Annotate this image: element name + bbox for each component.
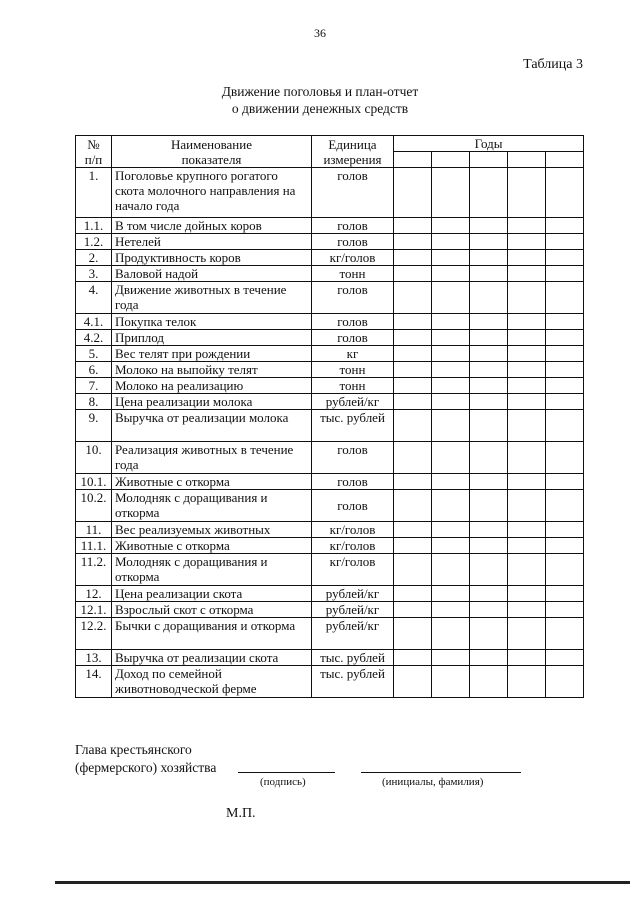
row-indicator-name: Молодняк с доращивания и откорма <box>112 554 312 586</box>
row-indicator-name: Валовой надой <box>112 266 312 282</box>
table-row <box>76 618 584 650</box>
row-year-value[interactable] <box>394 394 432 410</box>
row-year-value[interactable] <box>394 586 432 602</box>
row-year-value[interactable] <box>432 474 470 490</box>
row-year-value[interactable] <box>508 410 546 442</box>
row-year-value[interactable] <box>470 378 508 394</box>
row-indicator-name: Животные с откорма <box>112 538 312 554</box>
row-unit: голов <box>312 314 394 330</box>
row-unit: тыс. рублей <box>312 666 394 698</box>
row-year-value[interactable] <box>546 266 584 282</box>
row-year-value[interactable] <box>394 218 432 234</box>
row-number: 8. <box>76 394 112 410</box>
stamp-place: М.П. <box>226 806 256 821</box>
title-line-2: о движении денежных средств <box>231 101 409 116</box>
table-row <box>76 554 584 586</box>
row-year-value[interactable] <box>508 602 546 618</box>
row-year-value[interactable] <box>470 586 508 602</box>
row-year-value[interactable] <box>394 538 432 554</box>
row-year-value[interactable] <box>432 218 470 234</box>
table-row <box>76 490 584 522</box>
row-year-value[interactable] <box>470 618 508 650</box>
row-unit: голов <box>312 168 394 218</box>
header-unit <box>312 136 394 168</box>
row-number: 11. <box>76 522 112 538</box>
row-year-value[interactable] <box>508 554 546 586</box>
row-number: 4.1. <box>76 314 112 330</box>
row-year-value[interactable] <box>432 168 470 218</box>
header-years: Годы <box>394 136 584 152</box>
row-unit: тонн <box>312 266 394 282</box>
year-col-4 <box>508 152 546 168</box>
row-year-value[interactable] <box>508 490 546 522</box>
row-year-value[interactable] <box>546 394 584 410</box>
row-number: 11.1. <box>76 538 112 554</box>
row-number: 9. <box>76 410 112 442</box>
row-year-value[interactable] <box>546 330 584 346</box>
row-number: 4. <box>76 282 112 314</box>
row-year-value[interactable] <box>508 378 546 394</box>
table-row <box>76 266 584 282</box>
row-year-value[interactable] <box>470 410 508 442</box>
row-year-value[interactable] <box>508 168 546 218</box>
header-num <box>76 136 112 168</box>
row-year-value[interactable] <box>508 666 546 698</box>
table-row <box>76 650 584 666</box>
row-year-value[interactable] <box>508 522 546 538</box>
row-indicator-name: Вес реализуемых животных <box>112 522 312 538</box>
row-year-value[interactable] <box>432 618 470 650</box>
header-unit-line1: Единица <box>328 136 377 152</box>
row-number: 6. <box>76 362 112 378</box>
row-year-value[interactable] <box>508 618 546 650</box>
year-col-3 <box>470 152 508 168</box>
row-year-value[interactable] <box>546 234 584 250</box>
row-year-value[interactable] <box>432 266 470 282</box>
row-year-value[interactable] <box>508 474 546 490</box>
row-unit: тыс. рублей <box>312 410 394 442</box>
row-number: 5. <box>76 346 112 362</box>
row-year-value[interactable] <box>470 490 508 522</box>
row-unit: голов <box>312 234 394 250</box>
row-year-value[interactable] <box>432 538 470 554</box>
table-row <box>76 362 584 378</box>
row-indicator-name: Выручка от реализации молока <box>112 410 312 442</box>
row-year-value[interactable] <box>394 442 432 474</box>
row-year-value[interactable] <box>432 250 470 266</box>
row-number: 12.1. <box>76 602 112 618</box>
row-year-value[interactable] <box>546 346 584 362</box>
row-year-value[interactable] <box>432 234 470 250</box>
row-unit: кг/голов <box>312 554 394 586</box>
row-indicator-name: Цена реализации скота <box>112 586 312 602</box>
row-year-value[interactable] <box>546 378 584 394</box>
row-number: 12.2. <box>76 618 112 650</box>
header-name-line2: показателя <box>181 151 242 167</box>
row-number: 10. <box>76 442 112 474</box>
row-year-value[interactable] <box>394 168 432 218</box>
row-unit: кг/голов <box>312 538 394 554</box>
row-year-value[interactable] <box>546 474 584 490</box>
table-row <box>76 346 584 362</box>
table-row <box>76 538 584 554</box>
row-year-value[interactable] <box>394 410 432 442</box>
row-year-value[interactable] <box>508 234 546 250</box>
row-year-value[interactable] <box>470 554 508 586</box>
signature-line-2: (фермерского) хозяйства <box>75 760 217 775</box>
row-year-value[interactable] <box>432 410 470 442</box>
row-year-value[interactable] <box>508 250 546 266</box>
row-year-value[interactable] <box>394 650 432 666</box>
row-year-value[interactable] <box>546 586 584 602</box>
row-year-value[interactable] <box>546 538 584 554</box>
row-unit: кг/голов <box>312 250 394 266</box>
row-year-value[interactable] <box>508 218 546 234</box>
row-year-value[interactable] <box>394 346 432 362</box>
row-year-value[interactable] <box>546 522 584 538</box>
row-year-value[interactable] <box>394 282 432 314</box>
row-unit: голов <box>312 282 394 314</box>
row-year-value[interactable] <box>432 602 470 618</box>
row-year-value[interactable] <box>394 266 432 282</box>
table-row <box>76 378 584 394</box>
row-year-value[interactable] <box>394 250 432 266</box>
row-unit: голов <box>312 218 394 234</box>
caption-name: (инициалы, фамилия) <box>382 776 484 788</box>
table-row <box>76 250 584 266</box>
row-year-value[interactable] <box>432 586 470 602</box>
table-row <box>76 474 584 490</box>
header-name <box>112 136 312 168</box>
row-year-value[interactable] <box>470 346 508 362</box>
row-year-value[interactable] <box>546 650 584 666</box>
row-year-value[interactable] <box>470 314 508 330</box>
row-indicator-name: Приплод <box>112 330 312 346</box>
table-row <box>76 522 584 538</box>
row-year-value[interactable] <box>470 538 508 554</box>
row-number: 1. <box>76 168 112 218</box>
header-num-line2: п/п <box>84 151 103 167</box>
table-row <box>76 394 584 410</box>
row-year-value[interactable] <box>470 442 508 474</box>
row-year-value[interactable] <box>546 442 584 474</box>
row-year-value[interactable] <box>432 378 470 394</box>
row-year-value[interactable] <box>470 666 508 698</box>
row-year-value[interactable] <box>394 378 432 394</box>
row-number: 1.1. <box>76 218 112 234</box>
row-year-value[interactable] <box>546 218 584 234</box>
row-unit: рублей/кг <box>312 394 394 410</box>
caption-signature: (подпись) <box>260 776 306 788</box>
row-year-value[interactable] <box>394 314 432 330</box>
row-year-value[interactable] <box>546 362 584 378</box>
row-year-value[interactable] <box>546 250 584 266</box>
row-year-value[interactable] <box>470 250 508 266</box>
row-year-value[interactable] <box>508 442 546 474</box>
year-col-5 <box>546 152 584 168</box>
row-number: 13. <box>76 650 112 666</box>
row-year-value[interactable] <box>546 410 584 442</box>
row-year-value[interactable] <box>432 650 470 666</box>
page-number: 36 <box>314 26 326 40</box>
row-indicator-name: Бычки с доращивания и откорма <box>112 618 312 650</box>
row-year-value[interactable] <box>546 490 584 522</box>
row-year-value[interactable] <box>394 490 432 522</box>
row-unit: голов <box>312 474 394 490</box>
row-year-value[interactable] <box>394 474 432 490</box>
row-year-value[interactable] <box>470 282 508 314</box>
row-year-value[interactable] <box>394 522 432 538</box>
row-year-value[interactable] <box>470 394 508 410</box>
row-number: 7. <box>76 378 112 394</box>
row-unit: тонн <box>312 362 394 378</box>
header-row <box>76 136 584 152</box>
row-indicator-name: Нетелей <box>112 234 312 250</box>
row-year-value[interactable] <box>470 602 508 618</box>
row-number: 14. <box>76 666 112 698</box>
row-year-value[interactable] <box>470 330 508 346</box>
row-year-value[interactable] <box>508 282 546 314</box>
row-year-value[interactable] <box>394 554 432 586</box>
row-year-value[interactable] <box>432 314 470 330</box>
row-indicator-name: Животные с откорма <box>112 474 312 490</box>
table-row <box>76 314 584 330</box>
row-year-value[interactable] <box>508 650 546 666</box>
table-row <box>76 602 584 618</box>
row-indicator-name: Реализация животных в течение года <box>112 442 312 474</box>
row-indicator-name: Цена реализации молока <box>112 394 312 410</box>
year-col-2 <box>432 152 470 168</box>
table-row <box>76 282 584 314</box>
year-col-1 <box>394 152 432 168</box>
table-row <box>76 666 584 698</box>
row-year-value[interactable] <box>432 346 470 362</box>
row-year-value[interactable] <box>394 602 432 618</box>
row-number: 10.1. <box>76 474 112 490</box>
row-number: 10.2. <box>76 490 112 522</box>
row-year-value[interactable] <box>508 586 546 602</box>
row-number: 11.2. <box>76 554 112 586</box>
name-field[interactable] <box>361 758 521 773</box>
row-number: 2. <box>76 250 112 266</box>
row-unit: тыс. рублей <box>312 650 394 666</box>
title-line-1: Движение поголовья и план-отчет <box>221 84 419 99</box>
row-year-value[interactable] <box>432 442 470 474</box>
row-indicator-name: Вес телят при рождении <box>112 346 312 362</box>
table-row <box>76 234 584 250</box>
row-year-value[interactable] <box>432 490 470 522</box>
row-year-value[interactable] <box>508 330 546 346</box>
row-year-value[interactable] <box>508 394 546 410</box>
row-year-value[interactable] <box>508 314 546 330</box>
row-year-value[interactable] <box>470 234 508 250</box>
row-year-value[interactable] <box>470 362 508 378</box>
row-unit: голов <box>312 442 394 474</box>
row-year-value[interactable] <box>394 234 432 250</box>
row-unit: рублей/кг <box>312 602 394 618</box>
row-unit: голов <box>312 490 394 522</box>
row-year-value[interactable] <box>432 666 470 698</box>
row-year-value[interactable] <box>432 554 470 586</box>
row-year-value[interactable] <box>394 362 432 378</box>
table-label: Таблица 3 <box>523 57 583 72</box>
row-unit: кг <box>312 346 394 362</box>
row-indicator-name: Молодняк с доращивания и откорма <box>112 490 312 522</box>
row-unit: голов <box>312 330 394 346</box>
row-year-value[interactable] <box>432 394 470 410</box>
row-year-value[interactable] <box>508 362 546 378</box>
row-year-value[interactable] <box>432 282 470 314</box>
row-number: 1.2. <box>76 234 112 250</box>
row-year-value[interactable] <box>394 618 432 650</box>
document-title <box>0 83 640 117</box>
row-year-value[interactable] <box>508 266 546 282</box>
row-year-value[interactable] <box>470 474 508 490</box>
row-year-value[interactable] <box>470 266 508 282</box>
row-year-value[interactable] <box>470 650 508 666</box>
row-indicator-name: Молоко на реализацию <box>112 378 312 394</box>
signature-field[interactable] <box>238 758 335 773</box>
signature-block <box>75 741 216 777</box>
row-year-value[interactable] <box>394 330 432 346</box>
table-row <box>76 218 584 234</box>
row-number: 12. <box>76 586 112 602</box>
row-year-value[interactable] <box>546 282 584 314</box>
row-year-value[interactable] <box>470 218 508 234</box>
row-year-value[interactable] <box>470 522 508 538</box>
row-year-value[interactable] <box>546 554 584 586</box>
row-year-value[interactable] <box>432 330 470 346</box>
header-unit-line2: измерения <box>323 151 382 167</box>
row-unit: кг/голов <box>312 522 394 538</box>
row-year-value[interactable] <box>508 538 546 554</box>
row-unit: рублей/кг <box>312 586 394 602</box>
row-year-value[interactable] <box>546 666 584 698</box>
table-body <box>76 168 584 698</box>
table-row <box>76 168 584 218</box>
row-year-value[interactable] <box>546 618 584 650</box>
header-num-line1: № <box>87 136 100 152</box>
signature-line-1: Глава крестьянского <box>75 742 192 757</box>
row-indicator-name: Продуктивность коров <box>112 250 312 266</box>
header-name-line1: Наименование <box>171 136 252 152</box>
row-indicator-name: Поголовье крупного рогатого скота молочного направления на начало года <box>112 168 312 218</box>
row-indicator-name: Выручка от реализации скота <box>112 650 312 666</box>
row-year-value[interactable] <box>432 522 470 538</box>
table-row <box>76 330 584 346</box>
row-indicator-name: Движение животных в течение года <box>112 282 312 314</box>
row-number: 4.2. <box>76 330 112 346</box>
row-indicator-name: Молоко на выпойку телят <box>112 362 312 378</box>
row-year-value[interactable] <box>508 346 546 362</box>
row-number: 3. <box>76 266 112 282</box>
row-year-value[interactable] <box>470 168 508 218</box>
row-unit: рублей/кг <box>312 618 394 650</box>
row-year-value[interactable] <box>546 314 584 330</box>
row-indicator-name: В том числе дойных коров <box>112 218 312 234</box>
row-year-value[interactable] <box>546 168 584 218</box>
row-indicator-name: Покупка телок <box>112 314 312 330</box>
row-year-value[interactable] <box>394 666 432 698</box>
report-table <box>75 135 584 698</box>
row-indicator-name: Доход по семейной животноводческой ферме <box>112 666 312 698</box>
table-row <box>76 586 584 602</box>
row-unit: тонн <box>312 378 394 394</box>
table-row <box>76 442 584 474</box>
row-year-value[interactable] <box>432 362 470 378</box>
row-year-value[interactable] <box>546 602 584 618</box>
table-row <box>76 410 584 442</box>
row-indicator-name: Взрослый скот с откорма <box>112 602 312 618</box>
bottom-rule <box>55 881 630 884</box>
